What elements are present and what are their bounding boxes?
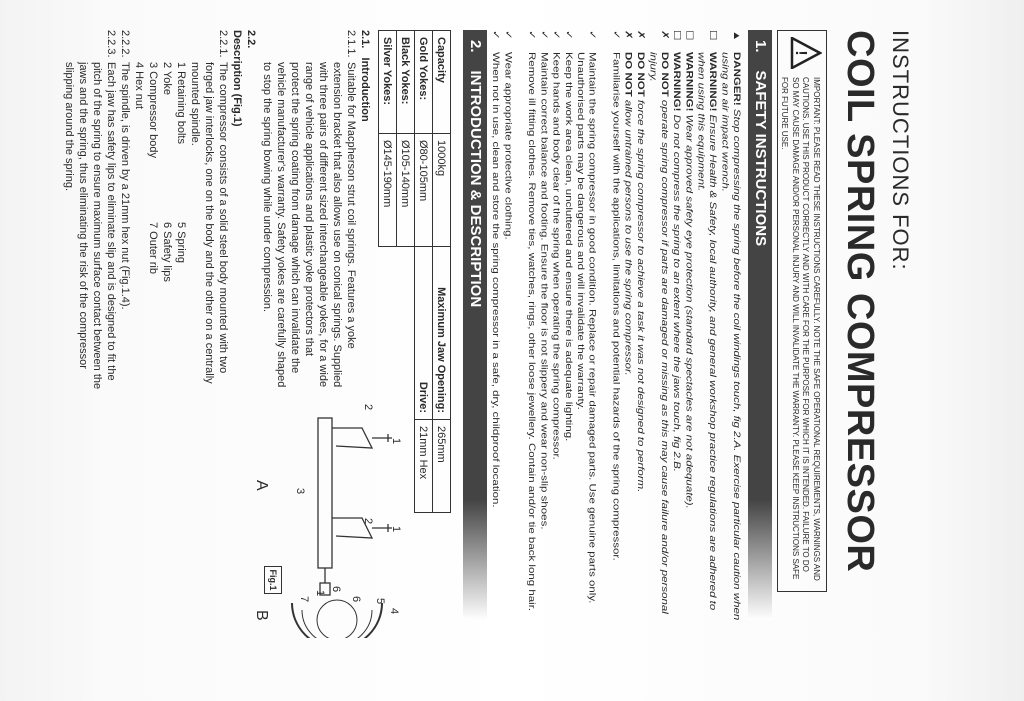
figure-callout-number: 7	[298, 596, 310, 603]
compressor-body-drawing	[318, 418, 332, 568]
important-notice-text: IMPORTANT: PLEASE READ THESE INSTRUCTIONS CAREFULLY. NOTE THE SAFE OPERATIONAL REQUIREMENTS, WARNINGS AND CAUTIONS. USE THIS PRODUCT CORRECTLY AND WITH CARE FOR THE PURPOSE FOR WHICH IT IS INTENDED. FAILURE TO DO SO MAY CAUSE DAMAGE AND/OR PERSONAL INJURY AND WILL INVALIDATE THE WARRANTY. PLEASE KEEP INSTRUCTIONS SAFE FOR FUTURE USE.	[780, 77, 821, 581]
description-2-text: The spindle, is driven by a 21mm hex nut (Fig.1.4).	[119, 62, 131, 310]
document-title: COIL SPRING COMPRESSOR	[839, 30, 881, 573]
description-number: 2.2.	[245, 30, 257, 49]
safety-item	[526, 30, 537, 630]
safety-item	[695, 30, 718, 630]
safety-item	[671, 30, 682, 630]
spec-cell: Silver Yokes:	[379, 31, 397, 134]
safety-item-text: force the spring compressor to achieve a task it was not designed to perform.	[635, 96, 646, 493]
safety-item-lead: DO NOT	[623, 52, 634, 97]
safety-item-text: allow untrained persons to use the spring compressor.	[623, 96, 634, 376]
safety-item	[550, 30, 561, 630]
section-1-header	[748, 30, 772, 620]
safety-item-text: Maintain the spring compressor in good condition. Replace or repair damaged parts. Use genuine parts only. Unauthorised parts may be dangerous and will invalidate the warranty.	[575, 52, 598, 604]
safety-item-marker: ✓	[538, 30, 549, 40]
figure-callout-number: 1	[390, 438, 402, 445]
safety-item-lead: DO NOT	[659, 52, 670, 97]
parts-list-left	[132, 62, 188, 222]
intro-title: Introduction	[359, 57, 371, 122]
intro-text: Suitable for Macpherson strut coil springs. Features a yoke extension bracket that also allows use on conical springs. Supplied with three pairs of different sized interchangeable yokes, for a wide range of vehicle applications and plastic yoke protectors that protect the spring coating from damage which can invalidate the vehicle manufacturer's warranty. Safety yokes are carefully shaped to stop the spring bowing while under compression.	[261, 62, 357, 388]
safety-item-text: Maintain correct balance and footing. Ensure the floor is not slippery and wear non-slip shoes.	[538, 52, 549, 530]
spec-cell: Capacity	[433, 31, 451, 134]
safety-item-marker: ✗	[635, 30, 646, 40]
section-1-title: SAFETY INSTRUCTIONS	[752, 70, 769, 247]
intro-sub-number: 2.1.1.	[345, 30, 357, 58]
safety-item-lead: WARNING!	[707, 52, 718, 112]
safety-item	[538, 30, 549, 630]
safety-item	[490, 30, 501, 630]
safety-item-text: Familiarise yourself with the applications, limitations and potential hazards of the spring compressor.	[610, 52, 621, 561]
spec-cell: Gold Yokes:	[415, 31, 433, 134]
description-2-number: 2.2.2.	[119, 30, 131, 58]
safety-item	[575, 30, 598, 630]
safety-item-text: Do not compress the spring to an extent where the jaws touch, fig 2.B.	[671, 111, 682, 472]
safety-item-text: Stop compressing the spring before the coil windings touch, fig 2.A. Exercise particular caution when using an air impact wrench.	[719, 52, 742, 621]
description-3-text: Each jaw has safety lips to eliminate slip and is designed to fit the pitch of the spring to ensure maximum surface contact between the jaws and the spring, thus eliminating the risk of the compressor slipping around the spring.	[63, 62, 117, 390]
instructions-for-label: INSTRUCTIONS FOR:	[888, 30, 913, 271]
figure-label: Fig.1	[264, 566, 282, 594]
description-1-number: 2.2.1.	[217, 30, 229, 58]
safety-item-marker: ☐	[683, 30, 694, 41]
description-3-number: 2.2.3.	[105, 30, 117, 58]
safety-item-marker: ▲	[731, 30, 742, 42]
part-item: 4 Hex nut	[133, 62, 145, 110]
view-b-label: B	[253, 610, 270, 621]
safety-item-marker: ✓	[526, 30, 537, 40]
safety-item-text: Keep the work area clean, uncluttered and ensure there is adequate lighting.	[563, 52, 574, 442]
safety-item-lead: WARNING!	[671, 52, 682, 112]
spec-cell: 21mm Hex	[415, 420, 433, 513]
safety-item-marker: ☐	[671, 30, 682, 41]
part-item: 2 Yoke	[161, 62, 173, 96]
safety-item-marker: ✗	[659, 30, 670, 40]
safety-item-marker: ✓	[490, 30, 501, 40]
safety-item-text: Ensure Health & Safety, local authority, and general workshop practice regulations are adhered to when using this equipment.	[696, 52, 718, 611]
safety-item-lead: DANGER!	[731, 52, 742, 106]
safety-item-marker: ✓	[551, 30, 562, 40]
jaw-upper-left	[332, 428, 372, 448]
spec-cell: Ø80-105mm	[415, 134, 433, 247]
instruction-sheet	[63, 30, 917, 670]
safety-item	[622, 30, 633, 630]
safety-item-marker: ✓	[502, 30, 513, 40]
safety-item	[647, 30, 670, 630]
spec-cell: Black Yokes:	[397, 31, 415, 134]
section-1-number: 1.	[752, 40, 769, 53]
safety-item-text: Keep hands and body clear of the spring when operating the spring compressor.	[551, 52, 562, 460]
intro-number: 2.1.	[359, 30, 371, 49]
spec-row	[415, 31, 433, 513]
safety-item	[563, 30, 574, 630]
safety-item-lead: DO NOT	[635, 52, 646, 97]
safety-item-lead: WARNING!	[683, 52, 694, 112]
safety-item-text: When not in use, clean and store the spring compressor in a safe, dry, childproof location.	[490, 52, 501, 508]
figure-callout-number: 2	[362, 404, 374, 411]
safety-item	[610, 30, 621, 630]
safety-item-marker: ✓	[610, 30, 621, 40]
safety-item	[683, 30, 694, 630]
safety-item-marker: ☐	[707, 30, 718, 41]
safety-item-text: Wear appropriate protective clothing.	[502, 52, 513, 240]
part-item: 6 Safety lips	[161, 222, 173, 282]
safety-item-text: Wear approved safety eye protection (standard spectacles are not adequate).	[683, 111, 694, 509]
figure-callout-number: 6	[330, 586, 342, 593]
part-item: 3 Compressor body	[147, 62, 159, 158]
spec-cell: Drive:	[415, 247, 433, 420]
figure-callout-number: 3	[294, 488, 306, 495]
figure-1	[242, 398, 402, 638]
warning-triangle-icon	[790, 37, 822, 69]
figure-callout-number: 1	[390, 526, 402, 533]
safety-item-marker: ✓	[563, 30, 574, 40]
spec-cell: Ø145-190mm	[379, 134, 397, 247]
spec-cell: 265mm	[433, 420, 451, 513]
part-item: 7 Outer rib	[147, 222, 159, 274]
figure-callout-number: 6	[350, 596, 362, 603]
description-title: Description (Fig.1)	[231, 30, 243, 127]
safety-item	[502, 30, 513, 630]
spec-cell: 1000kg	[433, 134, 451, 247]
spec-cell: Maximum Jaw Opening:	[433, 247, 451, 420]
parts-list-right	[132, 222, 188, 282]
figure-callout-number: 1	[314, 590, 326, 597]
safety-item-marker: ✗	[623, 30, 634, 40]
part-item: 1 Retaining bolts	[175, 62, 187, 144]
svg-text:!: !	[792, 50, 809, 56]
figure-callout-number: 5	[374, 598, 386, 605]
intro-column	[62, 30, 372, 390]
section-2-number: 2.	[467, 40, 484, 53]
figure-callout-number: 2	[362, 518, 374, 525]
description-1-text: The compressor consists of a solid steel body mounted with two forged jaw interlocks, one on the body and the other on a centrally mounted spindle.	[189, 62, 229, 384]
figure-callout-number: 4	[388, 608, 400, 615]
important-notice-box	[777, 30, 827, 592]
section-2-header	[463, 30, 487, 620]
spec-row	[433, 31, 451, 513]
part-item: 5 Spring	[175, 222, 187, 263]
safety-item-marker: ✓	[587, 30, 598, 40]
spec-cell: Ø105-140mm	[397, 134, 415, 247]
safety-item-text: operate spring compressor if parts are damaged or missing as this may cause failure and/or personal injury.	[647, 52, 670, 614]
safety-item-text: Remove ill fitting clothes. Remove ties, watches, rings, other loose jewellery. Contain and/or tie back long hair.	[526, 52, 537, 612]
view-a-label: A	[253, 480, 270, 491]
safety-item	[719, 30, 742, 630]
section-2-title: INTRODUCTION & DESCRIPTION	[467, 70, 484, 308]
safety-item	[635, 30, 646, 630]
